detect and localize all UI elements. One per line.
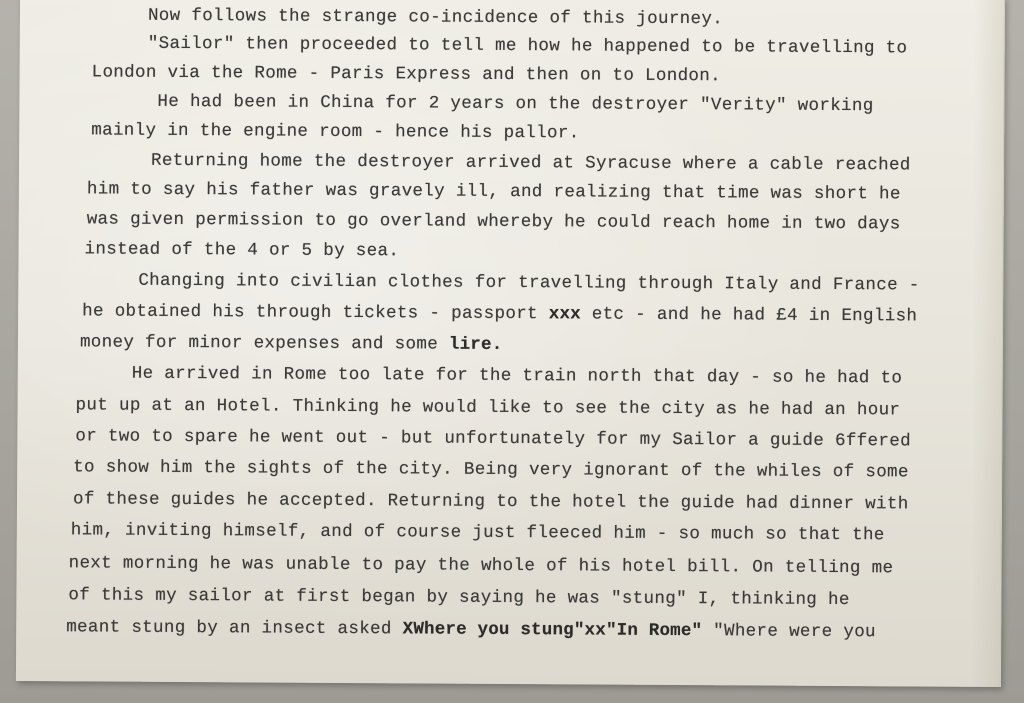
typewritten-page (16, 0, 1005, 687)
text-segment: he obtained his through tickets - passport (82, 301, 538, 325)
text-line (82, 301, 917, 326)
struck-out-text: XWhere you stung"xx"In Rome" (402, 619, 703, 642)
text-line: He arrived in Rome too late for the train north that day - so he had to (131, 363, 903, 389)
text-line: instead of the 4 or 5 by sea. (84, 239, 400, 262)
text-line: of these guides he accepted. Returning to the hotel the guide had dinner with (72, 489, 909, 515)
text-line: of this my sailor at first began by saying he was "stung" I, thinking he (68, 585, 850, 611)
text-line: London via the Rome - Paris Express and then on to London. (91, 62, 722, 87)
typed-text-block (16, 0, 1004, 687)
text-segment: meant stung by an insect asked (66, 617, 392, 640)
text-line: to show him the sights of the city. Being very ignorant of the whiles of some (73, 457, 909, 483)
text-line: next morning he was unable to pay the whole of his hotel bill. On telling me (68, 553, 894, 579)
text-segment: "Where were you (702, 621, 876, 643)
text-line: mainly in the engine room - hence his pallor. (91, 120, 580, 144)
text-line: was given permission to go overland whereby he could reach home in two days (86, 209, 901, 235)
text-line: or two to spare he went out - but unfortunately for my Sailor a guide 6ffered (75, 426, 912, 452)
text-line: He had been in China for 2 years on the destroyer "Verity" working (157, 91, 874, 117)
text-line: Now follows the strange co-incidence of this journey. (147, 5, 724, 30)
text-line: "Sailor" then proceeded to tell me how he happened to be travelling to (147, 33, 908, 59)
text-line (66, 617, 876, 642)
text-segment: money for minor expenses and some (79, 332, 439, 355)
text-line: put up at an Hotel. Thinking he would like to see the city as he had an hour (75, 395, 901, 421)
text-line: Returning home the destroyer arrived at Syracuse where a cable reached (151, 150, 911, 176)
text-line: Changing into civilian clothes for travelling through Italy and France - (138, 270, 920, 296)
text-segment: etc - and he had £4 in English (580, 304, 918, 327)
text-line: him, inviting himself, and of course just fleeced him - so much so that the (70, 520, 885, 546)
text-line: him to say his father was gravely ill, and realizing that time was short he (86, 179, 901, 205)
struck-out-text: xxx (548, 304, 581, 325)
text-line (80, 332, 503, 355)
struck-out-text: lire. (448, 334, 503, 355)
